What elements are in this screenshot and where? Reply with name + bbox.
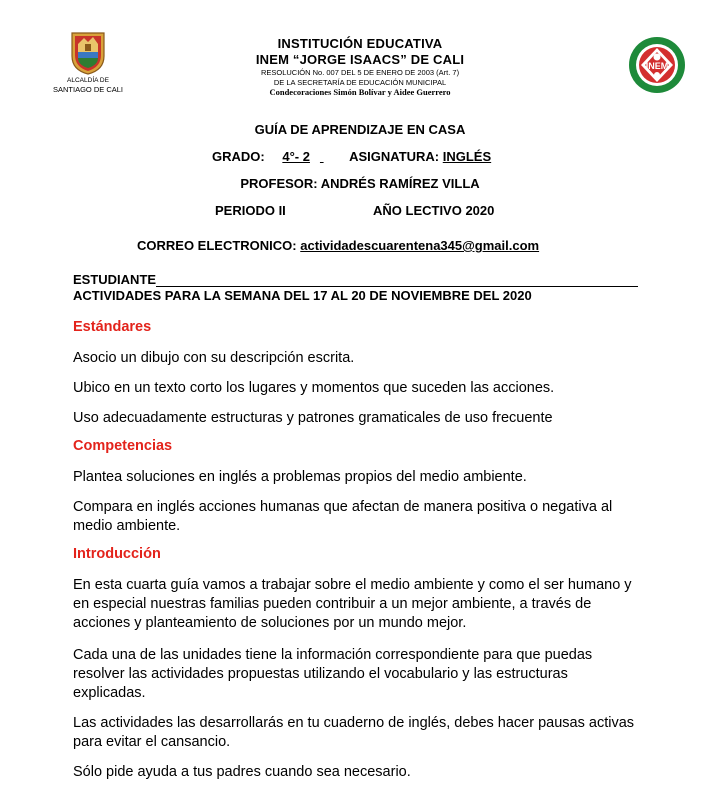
- resolution-line1: RESOLUCIÓN No. 007 DEL 5 DE ENERO DE 2003 (Art. 7): [260, 68, 460, 77]
- introduccion-heading: Introducción: [73, 546, 161, 562]
- asignatura-label: ASIGNATURA:: [349, 149, 440, 164]
- alcaldia-logo: [52, 30, 124, 94]
- correo-email-link[interactable]: actividadescuarentena345@gmail.com: [300, 238, 540, 253]
- institution-header: [200, 36, 520, 97]
- inem-emblem-icon: [628, 36, 686, 94]
- estudiante-label: ESTUDIANTE: [73, 272, 157, 287]
- competencia-item: Plantea soluciones en inglés a problemas propios del medio ambiente.: [73, 469, 527, 485]
- ano-lectivo-label: AÑO LECTIVO 2020: [373, 203, 495, 218]
- estudiante-row: [73, 272, 638, 287]
- guide-title: GUÍA DE APRENDIZAJE EN CASA: [254, 122, 466, 137]
- introduccion-paragraph: Las actividades las desarrollarás en tu cuaderno de inglés, debes hacer pausas activas para evitar el cansancio.: [73, 715, 635, 750]
- competencia-item: Compara en inglés acciones humanas que afectan de manera positiva o negativa al medio ambiente.: [73, 499, 613, 534]
- inem-logo: [628, 36, 686, 94]
- decorations-line: Condecoraciones Simón Bolívar y Aidee Guerrero: [269, 87, 451, 97]
- profesor-line: PROFESOR: ANDRÉS RAMÍREZ VILLA: [240, 176, 480, 191]
- institution-name-line1: INSTITUCIÓN EDUCATIVA: [277, 36, 443, 51]
- inem-logo-text: INEM: [645, 61, 669, 71]
- introduccion-paragraph: Cada una de las unidades tiene la información correspondiente para que puedas resolver las actividades propuestas utilizando el vocabulario y las estructuras explicadas.: [73, 647, 593, 701]
- grado-underline: [320, 149, 346, 164]
- introduccion-paragraph: En esta cuarta guía vamos a trabajar sobre el medio ambiente y como el ser humano y en especial nuestras familias pueden contribuir a un mejor ambiente, a través de acciones y planteamiento de soluciones por un mundo mejor.: [73, 577, 632, 631]
- estandares-heading: Estándares: [73, 319, 152, 335]
- periodo-label: PERIODO II: [215, 203, 286, 218]
- asignatura-value: INGLÉS: [442, 149, 492, 164]
- cali-coat-of-arms-icon: [68, 30, 108, 76]
- correo-label: CORREO ELECTRONICO:: [137, 238, 297, 253]
- introduccion-paragraph: Sólo pide ayuda a tus padres cuando sea necesario.: [73, 764, 411, 780]
- estandar-item: Uso adecuadamente estructuras y patrones gramaticales de uso frecuente: [73, 410, 553, 426]
- resolution-line2: DE LA SECRETARÍA DE EDUCACIÓN MUNICIPAL: [273, 77, 447, 87]
- alcaldia-line2: SANTIAGO DE CALI: [52, 85, 124, 94]
- grado-row: [212, 149, 491, 164]
- grado-value: 4°- 2: [282, 149, 310, 164]
- alcaldia-line1: ALCALDÍA DE: [67, 77, 109, 84]
- competencias-heading: Competencias: [73, 438, 173, 454]
- correo-row: [137, 238, 539, 253]
- activities-week: ACTIVIDADES PARA LA SEMANA DEL 17 AL 20 DE NOVIEMBRE DEL 2020: [73, 288, 532, 303]
- estudiante-blank[interactable]: [156, 274, 638, 287]
- estandar-item: Ubico en un texto corto los lugares y momentos que suceden las acciones.: [73, 380, 555, 396]
- estandar-item: Asocio un dibujo con su descripción escrita.: [73, 350, 355, 366]
- institution-name-line2: INEM “JORGE ISAACS” DE CALI: [255, 52, 465, 67]
- grado-label: GRADO:: [212, 149, 265, 164]
